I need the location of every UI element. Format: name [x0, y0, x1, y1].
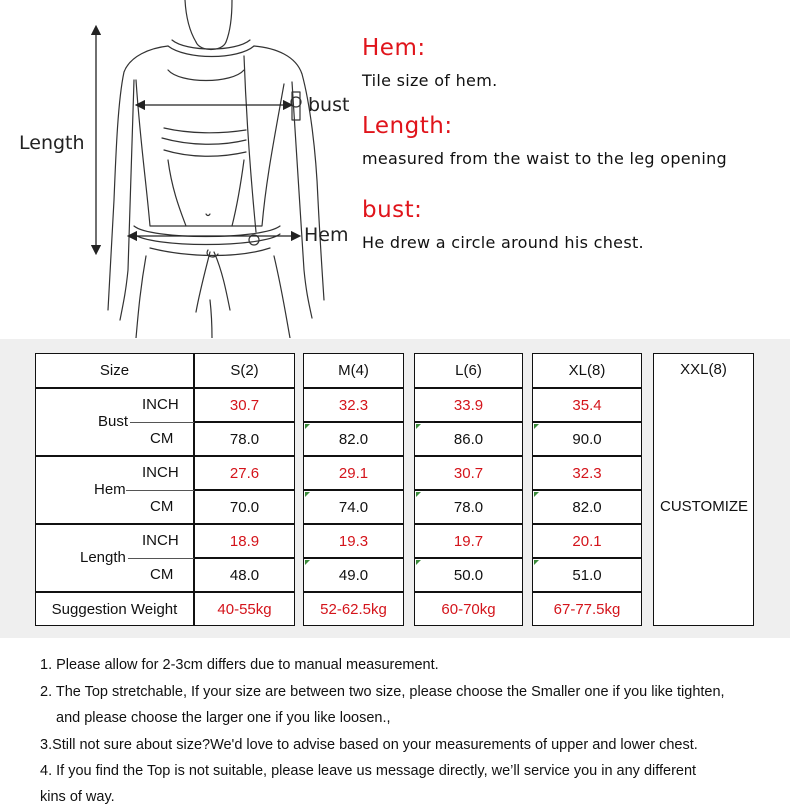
bust-label: bust: [308, 94, 350, 116]
length-label: Length: [19, 132, 85, 154]
size-xxl-header: XXL(8): [680, 361, 727, 378]
hem-definition-title: Hem:: [362, 35, 426, 61]
bust-row-label: Bust: [98, 413, 129, 430]
size-xl-header: XL(8): [532, 353, 642, 388]
length-inch-l: 19.7: [414, 524, 523, 558]
bust-cm-m: 82.0: [303, 422, 404, 456]
note-4-continued: kins of way.: [40, 789, 115, 805]
bust-cm-label: CM: [150, 430, 174, 447]
bust-inch-m: 32.3: [303, 388, 404, 422]
bust-definition-text: He drew a circle around his chest.: [362, 233, 644, 252]
length-cm-s: 48.0: [194, 558, 295, 592]
length-inch-xl: 20.1: [532, 524, 642, 558]
model-illustration: [0, 0, 360, 338]
weight-xl: 67-77.5kg: [532, 592, 642, 626]
note-1: 1. Please allow for 2-3cm differs due to manual measurement.: [40, 657, 439, 673]
bust-cm-s: 78.0: [194, 422, 295, 456]
hem-definition-text: Tile size of hem.: [362, 71, 498, 90]
note-4: 4. If you find the Top is not suitable, please leave us message directly, we’ll service you in any different: [40, 763, 697, 779]
hem-cm-label: CM: [150, 498, 174, 515]
bust-definition-title: bust:: [362, 197, 423, 223]
length-inch-m: 19.3: [303, 524, 404, 558]
length-cm-xl: 51.0: [532, 558, 642, 592]
hem-divider: [126, 490, 194, 491]
size-xxl-column: [653, 353, 754, 626]
weight-s: 40-55kg: [194, 592, 295, 626]
hem-inch-m: 29.1: [303, 456, 404, 490]
customize-text: CUSTOMIZE: [660, 498, 749, 515]
length-divider: [128, 558, 194, 559]
bust-cm-xl: 90.0: [532, 422, 642, 456]
hem-inch-label: INCH: [142, 464, 179, 481]
length-cm-l: 50.0: [414, 558, 523, 592]
length-inch-s: 18.9: [194, 524, 295, 558]
hem-row-label: Hem: [94, 481, 126, 498]
length-definition-text: measured from the waist to the leg opening: [362, 149, 728, 168]
length-cm-m: 49.0: [303, 558, 404, 592]
garment-sketch: [0, 0, 360, 338]
bust-divider: [130, 422, 194, 423]
size-header: Size: [35, 353, 194, 388]
hem-cm-s: 70.0: [194, 490, 295, 524]
size-m-header: M(4): [303, 353, 404, 388]
weight-row-label: Suggestion Weight: [35, 592, 194, 626]
hem-label: Hem: [304, 224, 349, 246]
bust-inch-xl: 35.4: [532, 388, 642, 422]
note-2: 2. The Top stretchable, If your size are between two size, please choose the Smaller one if you like tighten,: [40, 684, 725, 700]
note-3: 3.Still not sure about size?We'd love to advise based on your measurements of upper and lower chest.: [40, 737, 698, 753]
length-definition-title: Length:: [362, 113, 453, 139]
hem-cm-m: 74.0: [303, 490, 404, 524]
size-s-header: S(2): [194, 353, 295, 388]
weight-l: 60-70kg: [414, 592, 523, 626]
weight-m: 52-62.5kg: [303, 592, 404, 626]
hem-cm-xl: 82.0: [532, 490, 642, 524]
hem-inch-s: 27.6: [194, 456, 295, 490]
note-2-continued: and please choose the larger one if you like loosen.,: [56, 710, 391, 726]
hem-cm-l: 78.0: [414, 490, 523, 524]
length-inch-label: INCH: [142, 532, 179, 549]
length-cm-label: CM: [150, 566, 174, 583]
hem-inch-l: 30.7: [414, 456, 523, 490]
bust-cm-l: 86.0: [414, 422, 523, 456]
hem-inch-xl: 32.3: [532, 456, 642, 490]
size-l-header: L(6): [414, 353, 523, 388]
bust-inch-s: 30.7: [194, 388, 295, 422]
bust-inch-l: 33.9: [414, 388, 523, 422]
length-row-label: Length: [80, 549, 126, 566]
bust-inch-label: INCH: [142, 396, 179, 413]
